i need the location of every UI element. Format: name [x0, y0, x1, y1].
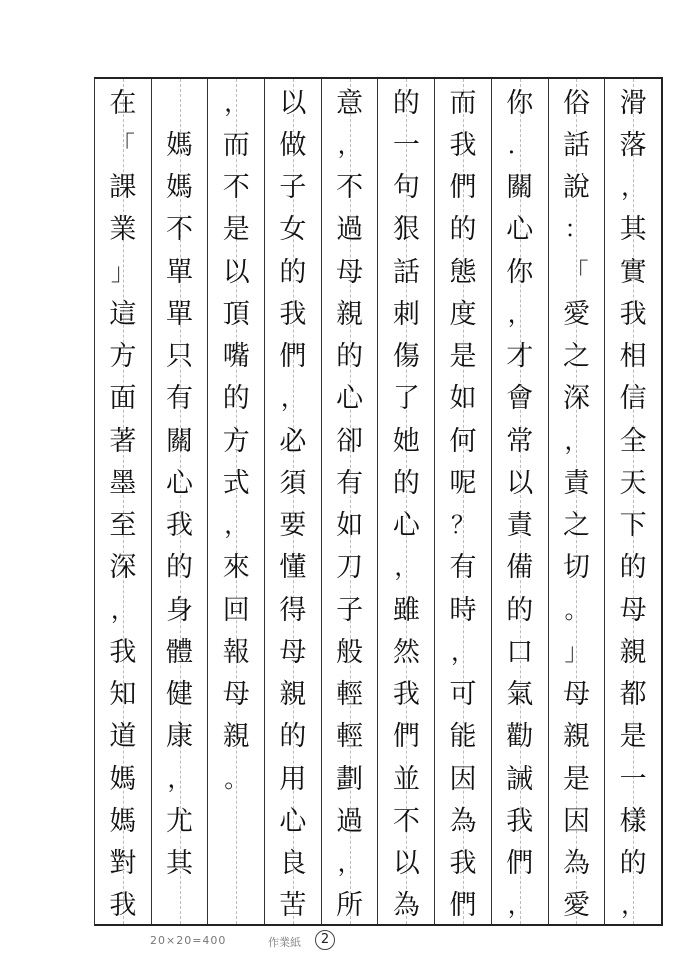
grid-cell: 愛	[562, 890, 590, 922]
grid-cell	[208, 882, 264, 924]
grid-cell: 責	[562, 467, 590, 499]
grid-cell: 以	[506, 467, 534, 499]
grid-cell: 過	[336, 214, 364, 246]
grid-cell: 來	[222, 552, 250, 584]
grid-cell: 親	[222, 721, 250, 753]
grid-cell: 雖	[392, 594, 420, 626]
grid-column	[151, 79, 208, 924]
grid-cell: 能	[449, 721, 477, 753]
grid-cell: 下	[619, 510, 647, 542]
grid-cell: 實	[619, 256, 647, 288]
grid-cell	[152, 79, 208, 121]
grid-cell: 如	[336, 510, 364, 542]
grid-cell: 是	[619, 721, 647, 753]
grid-cell: 們	[449, 890, 477, 922]
grid-cell: 母	[336, 256, 364, 288]
grid-cell: 單	[166, 298, 194, 330]
grid-cell: 們	[449, 172, 477, 204]
grid-cell: 課	[109, 172, 137, 204]
grid-cell: 親	[619, 636, 647, 668]
page-footer	[150, 930, 550, 952]
grid-cell: 子	[336, 594, 364, 626]
grid-cell: 親	[562, 721, 590, 753]
grid-cell: 有	[449, 552, 477, 584]
grid-cell: 其	[166, 848, 194, 880]
grid-cell: 了	[392, 383, 420, 415]
grid-cell: 為	[392, 890, 420, 922]
grid-cell: 嘴	[222, 341, 250, 373]
grid-cell: 的	[619, 848, 647, 880]
grid-cell: ，	[167, 764, 192, 793]
grid-cell: 母	[619, 594, 647, 626]
grid-cell: 滑	[619, 87, 647, 119]
grid-cell: 責	[506, 510, 534, 542]
grid-cell: 輕	[336, 721, 364, 753]
grid-cell: 子	[279, 172, 307, 204]
grid-cell: 的	[392, 467, 420, 499]
grid-cell: 時	[449, 594, 477, 626]
grid-cell: ，	[224, 88, 249, 117]
grid-cell: 樣	[619, 805, 647, 837]
grid-cell: 墨	[109, 467, 137, 499]
grid-cell: 媽	[109, 763, 137, 795]
grid-cell: 康	[166, 721, 194, 753]
grid-cell: 的	[506, 594, 534, 626]
grid-cell: 尤	[166, 805, 194, 837]
grid-cell: 母	[222, 679, 250, 711]
grid-cell: 「	[110, 130, 135, 159]
grid-cell: ，	[564, 426, 589, 455]
grid-cell: 說	[562, 172, 590, 204]
grid-column	[207, 79, 264, 924]
grid-cell: 的	[336, 341, 364, 373]
grid-cell: 的	[449, 214, 477, 246]
grid-cell: 是	[222, 214, 250, 246]
grid-column	[491, 79, 548, 924]
grid-cell: 的	[279, 721, 307, 753]
grid-cell: 可	[449, 679, 477, 711]
grid-cell: 度	[449, 298, 477, 330]
grid-cell: 在	[109, 87, 137, 119]
grid-cell: 如	[449, 383, 477, 415]
grid-cell: 話	[392, 256, 420, 288]
grid-cell: 方	[109, 341, 137, 373]
grid-cell: 心	[279, 805, 307, 837]
grid-cell: 要	[279, 510, 307, 542]
grid-column	[434, 79, 491, 924]
grid-cell: 而	[222, 129, 250, 161]
grid-cell: 意	[336, 87, 364, 119]
grid-cell: 我	[109, 890, 137, 922]
grid-cell: 良	[279, 848, 307, 880]
grid-cell: 不	[336, 172, 364, 204]
grid-cell: 以	[392, 848, 420, 880]
page-number: 2	[315, 930, 335, 950]
grid-cell: 著	[109, 425, 137, 457]
grid-cell: 關	[166, 425, 194, 457]
grid-cell: 有	[336, 467, 364, 499]
grid-cell: 媽	[166, 172, 194, 204]
grid-cell: 」	[110, 257, 135, 286]
grid-cell: 對	[109, 848, 137, 880]
grid-cell: 以	[222, 256, 250, 288]
grid-cell: 頂	[222, 298, 250, 330]
grid-cell: 母	[279, 636, 307, 668]
grid-cell: ？	[451, 511, 476, 540]
grid-cell: 備	[506, 552, 534, 584]
grid-cell: 氣	[506, 679, 534, 711]
grid-cell: 懂	[279, 552, 307, 584]
grid-cell: 然	[392, 636, 420, 668]
grid-cell: 為	[562, 848, 590, 880]
grid-cell: 我	[619, 298, 647, 330]
grid-cell: 天	[619, 467, 647, 499]
grid-cell: 你	[506, 87, 534, 119]
grid-cell: 而	[449, 87, 477, 119]
grid-cell: 不	[222, 172, 250, 204]
grid-cell: 用	[279, 763, 307, 795]
grid-cell: 須	[279, 467, 307, 499]
grid-cell: 是	[562, 763, 590, 795]
grid-cell: 的	[279, 256, 307, 288]
grid-cell: 單	[166, 256, 194, 288]
grid-column	[264, 79, 321, 924]
grid-cell: 的	[619, 552, 647, 584]
grid-cell: 常	[506, 425, 534, 457]
grid-cell: 苦	[279, 890, 307, 922]
grid-cell: 一	[392, 129, 420, 161]
grid-cell: 心	[392, 510, 420, 542]
grid-cell: 心	[506, 214, 534, 246]
grid-cell: 因	[562, 805, 590, 837]
grid-cell: 報	[222, 636, 250, 668]
grid-cell: 一	[619, 763, 647, 795]
grid-cell: 式	[222, 467, 250, 499]
grid-cell: 我	[449, 129, 477, 161]
grid-cell: 們	[506, 848, 534, 880]
grid-cell: ，	[621, 173, 646, 202]
grid-cell: 你	[506, 256, 534, 288]
grid-cell: 態	[449, 256, 477, 288]
grid-cell: 」	[564, 637, 589, 666]
grid-cell: 媽	[166, 129, 194, 161]
grid-cell: 這	[109, 298, 137, 330]
grid-cell: 心	[166, 467, 194, 499]
grid-cell: 會	[506, 383, 534, 415]
grid-cell: ，	[337, 849, 362, 878]
grid-cell: 以	[279, 87, 307, 119]
grid-cell: 的	[166, 552, 194, 584]
grid-column	[95, 79, 151, 924]
grid-cell: 們	[279, 341, 307, 373]
grid-cell: 健	[166, 679, 194, 711]
grid-cell: 心	[336, 383, 364, 415]
grid-column	[548, 79, 605, 924]
grid-column	[604, 79, 661, 924]
grid-cell: 之	[562, 510, 590, 542]
grid-cell: 輕	[336, 679, 364, 711]
grid-cell: 方	[222, 425, 250, 457]
grid-cell: 並	[392, 763, 420, 795]
grid-cell: 俗	[562, 87, 590, 119]
grid-cell: ，	[394, 553, 419, 582]
grid-cell	[208, 797, 264, 839]
grid-cell: ，	[280, 384, 305, 413]
paper-label: 作業紙	[268, 936, 301, 949]
manuscript-grid	[94, 77, 663, 926]
grid-cell: 勸	[506, 721, 534, 753]
grid-cell: 得	[279, 594, 307, 626]
grid-cell: 刀	[336, 552, 364, 584]
grid-cell: 「	[564, 257, 589, 286]
grid-cell: 回	[222, 594, 250, 626]
grid-cell: 深	[109, 552, 137, 584]
grid-cell: ，	[451, 637, 476, 666]
grid-cell: 身	[166, 594, 194, 626]
grid-cell: 相	[619, 341, 647, 373]
grid-cell: 卻	[336, 425, 364, 457]
grid-cell: 之	[562, 341, 590, 373]
grid-cell: 口	[506, 636, 534, 668]
grid-cell: 。	[224, 764, 249, 793]
grid-cell: 道	[109, 721, 137, 753]
paper-code: 20×20=400	[150, 934, 227, 947]
grid-cell: 不	[392, 805, 420, 837]
grid-cell: 信	[619, 383, 647, 415]
grid-cell: ，	[621, 891, 646, 920]
grid-cell: 親	[336, 298, 364, 330]
grid-cell: 誡	[506, 763, 534, 795]
grid-cell: 親	[279, 679, 307, 711]
grid-cell: 女	[279, 214, 307, 246]
grid-cell: 切	[562, 552, 590, 584]
grid-cell: 才	[506, 341, 534, 373]
grid-cell: 我	[279, 298, 307, 330]
grid-cell: ，	[507, 891, 532, 920]
grid-cell: 劃	[336, 763, 364, 795]
grid-cell: 知	[109, 679, 137, 711]
grid-cell: 我	[109, 636, 137, 668]
grid-column	[377, 79, 434, 924]
grid-cell: 全	[619, 425, 647, 457]
grid-cell: 為	[449, 805, 477, 837]
grid-cell: 都	[619, 679, 647, 711]
grid-cell: 的	[222, 383, 250, 415]
grid-cell: 句	[392, 172, 420, 204]
grid-cell: 的	[392, 87, 420, 119]
grid-cell: 關	[506, 172, 534, 204]
grid-cell: 媽	[109, 805, 137, 837]
grid-cell: 話	[562, 129, 590, 161]
grid-cell: 母	[562, 679, 590, 711]
grid-cell: ，	[110, 595, 135, 624]
grid-cell: 刺	[392, 298, 420, 330]
grid-cell: ，	[224, 511, 249, 540]
grid-cell: ，	[337, 130, 362, 159]
grid-cell: 。	[564, 595, 589, 624]
grid-cell: 般	[336, 636, 364, 668]
grid-cell: 何	[449, 425, 477, 457]
grid-cell: 其	[619, 214, 647, 246]
grid-cell: 深	[562, 383, 590, 415]
grid-cell: 因	[449, 763, 477, 795]
grid-cell: 是	[449, 341, 477, 373]
grid-cell: 傷	[392, 341, 420, 373]
grid-cell: 至	[109, 510, 137, 542]
grid-cell: ．	[507, 130, 532, 159]
grid-cell: 業	[109, 214, 137, 246]
grid-cell: 體	[166, 636, 194, 668]
grid-cell: 做	[279, 129, 307, 161]
grid-cell	[208, 840, 264, 882]
grid-cell: 我	[166, 510, 194, 542]
grid-cell: 落	[619, 129, 647, 161]
grid-cell	[152, 882, 208, 924]
grid-cell: 所	[336, 890, 364, 922]
grid-cell: 我	[392, 679, 420, 711]
grid-cell: 們	[392, 721, 420, 753]
grid-cell: 呢	[449, 467, 477, 499]
grid-cell: 不	[166, 214, 194, 246]
grid-cell: 過	[336, 805, 364, 837]
grid-cell: 愛	[562, 298, 590, 330]
grid-cell: 她	[392, 425, 420, 457]
grid-column	[321, 79, 378, 924]
grid-cell: 必	[279, 425, 307, 457]
grid-cell: 我	[449, 848, 477, 880]
grid-cell: 面	[109, 383, 137, 415]
grid-cell: ，	[507, 299, 532, 328]
grid-cell: ：	[564, 215, 589, 244]
grid-cell: 狠	[392, 214, 420, 246]
grid-cell: 只	[166, 341, 194, 373]
grid-cell: 我	[506, 805, 534, 837]
grid-cell: 有	[166, 383, 194, 415]
